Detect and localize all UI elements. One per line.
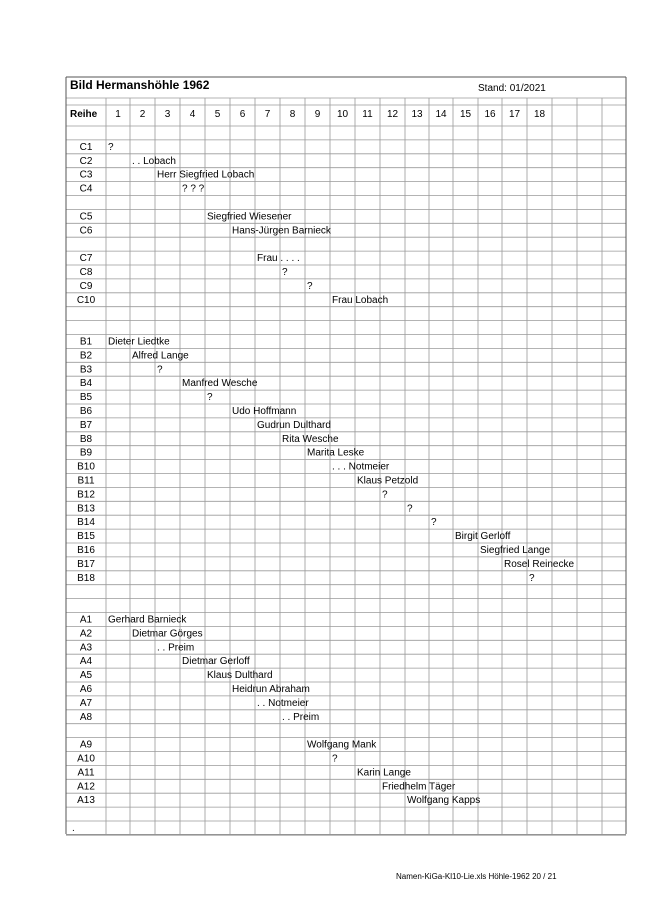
row-name: ? ? ? [182, 183, 205, 195]
column-header-11: 11 [362, 109, 373, 120]
row-name: Rosel Reinecke [504, 558, 575, 570]
row-label: C6 [79, 225, 93, 237]
row-name: ? [382, 489, 388, 501]
row-name: Dietmar Gerloff [182, 656, 250, 668]
row-name: ? [307, 280, 313, 292]
row-label: C5 [79, 211, 93, 223]
column-header-15: 15 [459, 109, 472, 120]
row-label: C2 [79, 155, 93, 167]
row-label: B4 [79, 378, 93, 390]
row-label: B10 [77, 461, 95, 473]
row-label: B2 [79, 350, 93, 362]
row-name: . . Notmeier [257, 697, 309, 709]
row-label: B3 [79, 364, 93, 376]
row-label: C3 [79, 169, 93, 181]
row-name: Marita Leske [307, 447, 365, 459]
row-name: Frau Lobach [332, 294, 389, 306]
row-name: ? [207, 392, 213, 404]
row-label: B1 [79, 336, 93, 348]
row-label: C9 [79, 280, 93, 292]
row-name: Friedhelm Täger [382, 781, 456, 793]
row-label: B13 [77, 503, 95, 515]
row-label: C8 [79, 267, 93, 278]
row-label: C7 [79, 253, 93, 265]
column-header-14: 14 [435, 109, 447, 120]
row-label: B7 [79, 419, 93, 431]
row-label: B11 [77, 475, 95, 487]
row-label: A13 [77, 795, 95, 807]
row-label: B16 [77, 545, 95, 556]
row-name: . . Lobach [132, 155, 176, 167]
row-label: A1 [79, 614, 93, 626]
row-name: ? [529, 572, 535, 584]
final-row-mark: . [72, 823, 75, 834]
row-label: C1 [79, 141, 93, 153]
column-header-3: 3 [164, 109, 171, 120]
row-name: ? [332, 753, 338, 765]
column-header-18: 18 [533, 109, 546, 120]
row-name: Karin Lange [357, 767, 411, 779]
page-footer: Namen-KiGa-Kl10-Lie.xls Höhle-1962 20 / 21 [396, 872, 557, 881]
column-header-reihe: Reihe [70, 109, 98, 120]
row-label: A7 [79, 697, 93, 709]
row-label: B5 [79, 392, 93, 404]
column-header-6: 6 [239, 109, 246, 120]
row-label: A10 [77, 753, 95, 765]
row-label: B18 [77, 572, 95, 584]
row-name: . . Preim [282, 711, 320, 723]
row-label: B17 [77, 558, 95, 570]
column-header-9: 9 [314, 109, 321, 120]
column-header-10: 10 [336, 109, 349, 120]
row-name: ? [157, 364, 163, 376]
row-label: A9 [79, 739, 93, 751]
row-label: A6 [79, 684, 93, 695]
column-header-7: 7 [264, 109, 271, 120]
row-name: Heidrun Abraham [232, 684, 310, 695]
row-name: Frau . . . . [257, 253, 300, 265]
column-header-1: 1 [115, 109, 121, 120]
row-name: Gerhard Barnieck [108, 614, 187, 626]
row-name: Dieter Liedtke [108, 336, 170, 348]
row-name: Klaus Dulthard [207, 670, 273, 682]
row-name: Rita Wesche [282, 433, 339, 445]
row-label: A12 [77, 781, 95, 793]
row-name: Gudrun Dulthard [257, 419, 331, 431]
row-name: ? [407, 503, 413, 515]
row-name: Wolfgang Mank [307, 739, 377, 751]
column-header-17: 17 [508, 109, 521, 120]
row-label: A8 [79, 711, 93, 723]
row-name: Wolfgang Kapps [407, 795, 481, 807]
row-name: . . Preim [157, 642, 195, 654]
row-label: C4 [79, 183, 93, 195]
column-header-12: 12 [386, 109, 399, 120]
row-name: Alfred Lange [132, 350, 189, 362]
column-header-8: 8 [289, 109, 296, 120]
row-label: B15 [77, 531, 95, 543]
row-name: Siegfried Lange [480, 545, 551, 556]
row-name: Herr Siegfried Lobach [157, 169, 255, 181]
row-name: Manfred Wesche [182, 378, 258, 390]
row-name: Siegfried Wiesener [207, 211, 292, 223]
row-label: A5 [79, 670, 93, 682]
column-header-4: 4 [189, 109, 196, 120]
stand-date: Stand: 01/2021 [478, 83, 546, 94]
row-name: Klaus Petzold [357, 475, 419, 487]
row-name: Hans-Jürgen Barnieck [232, 225, 331, 237]
row-label: A4 [79, 656, 93, 668]
row-label: B6 [79, 406, 93, 417]
row-label: A11 [77, 767, 95, 779]
table-rows [77, 142, 575, 806]
column-header-13: 13 [411, 109, 423, 120]
row-label: C10 [76, 294, 96, 306]
column-header-2: 2 [139, 109, 146, 120]
row-name: ? [108, 141, 114, 153]
row-name: Udo Hoffmann [232, 406, 297, 417]
column-header-5: 5 [214, 109, 221, 120]
column-header-16: 16 [484, 109, 496, 120]
row-label: B9 [79, 447, 93, 459]
row-name: Dietmar Görges [132, 628, 203, 640]
row-name: . . . Notmeier [332, 461, 390, 473]
row-name: Birgit Gerloff [455, 531, 511, 543]
row-label: B14 [77, 517, 95, 529]
row-label: A2 [79, 628, 93, 640]
row-label: B8 [79, 433, 93, 445]
row-label: A3 [79, 642, 93, 654]
row-name: ? [282, 267, 288, 278]
row-name: ? [431, 517, 437, 529]
sheet-title: Bild Hermanshöhle 1962 [70, 78, 210, 92]
row-label: B12 [77, 489, 95, 501]
